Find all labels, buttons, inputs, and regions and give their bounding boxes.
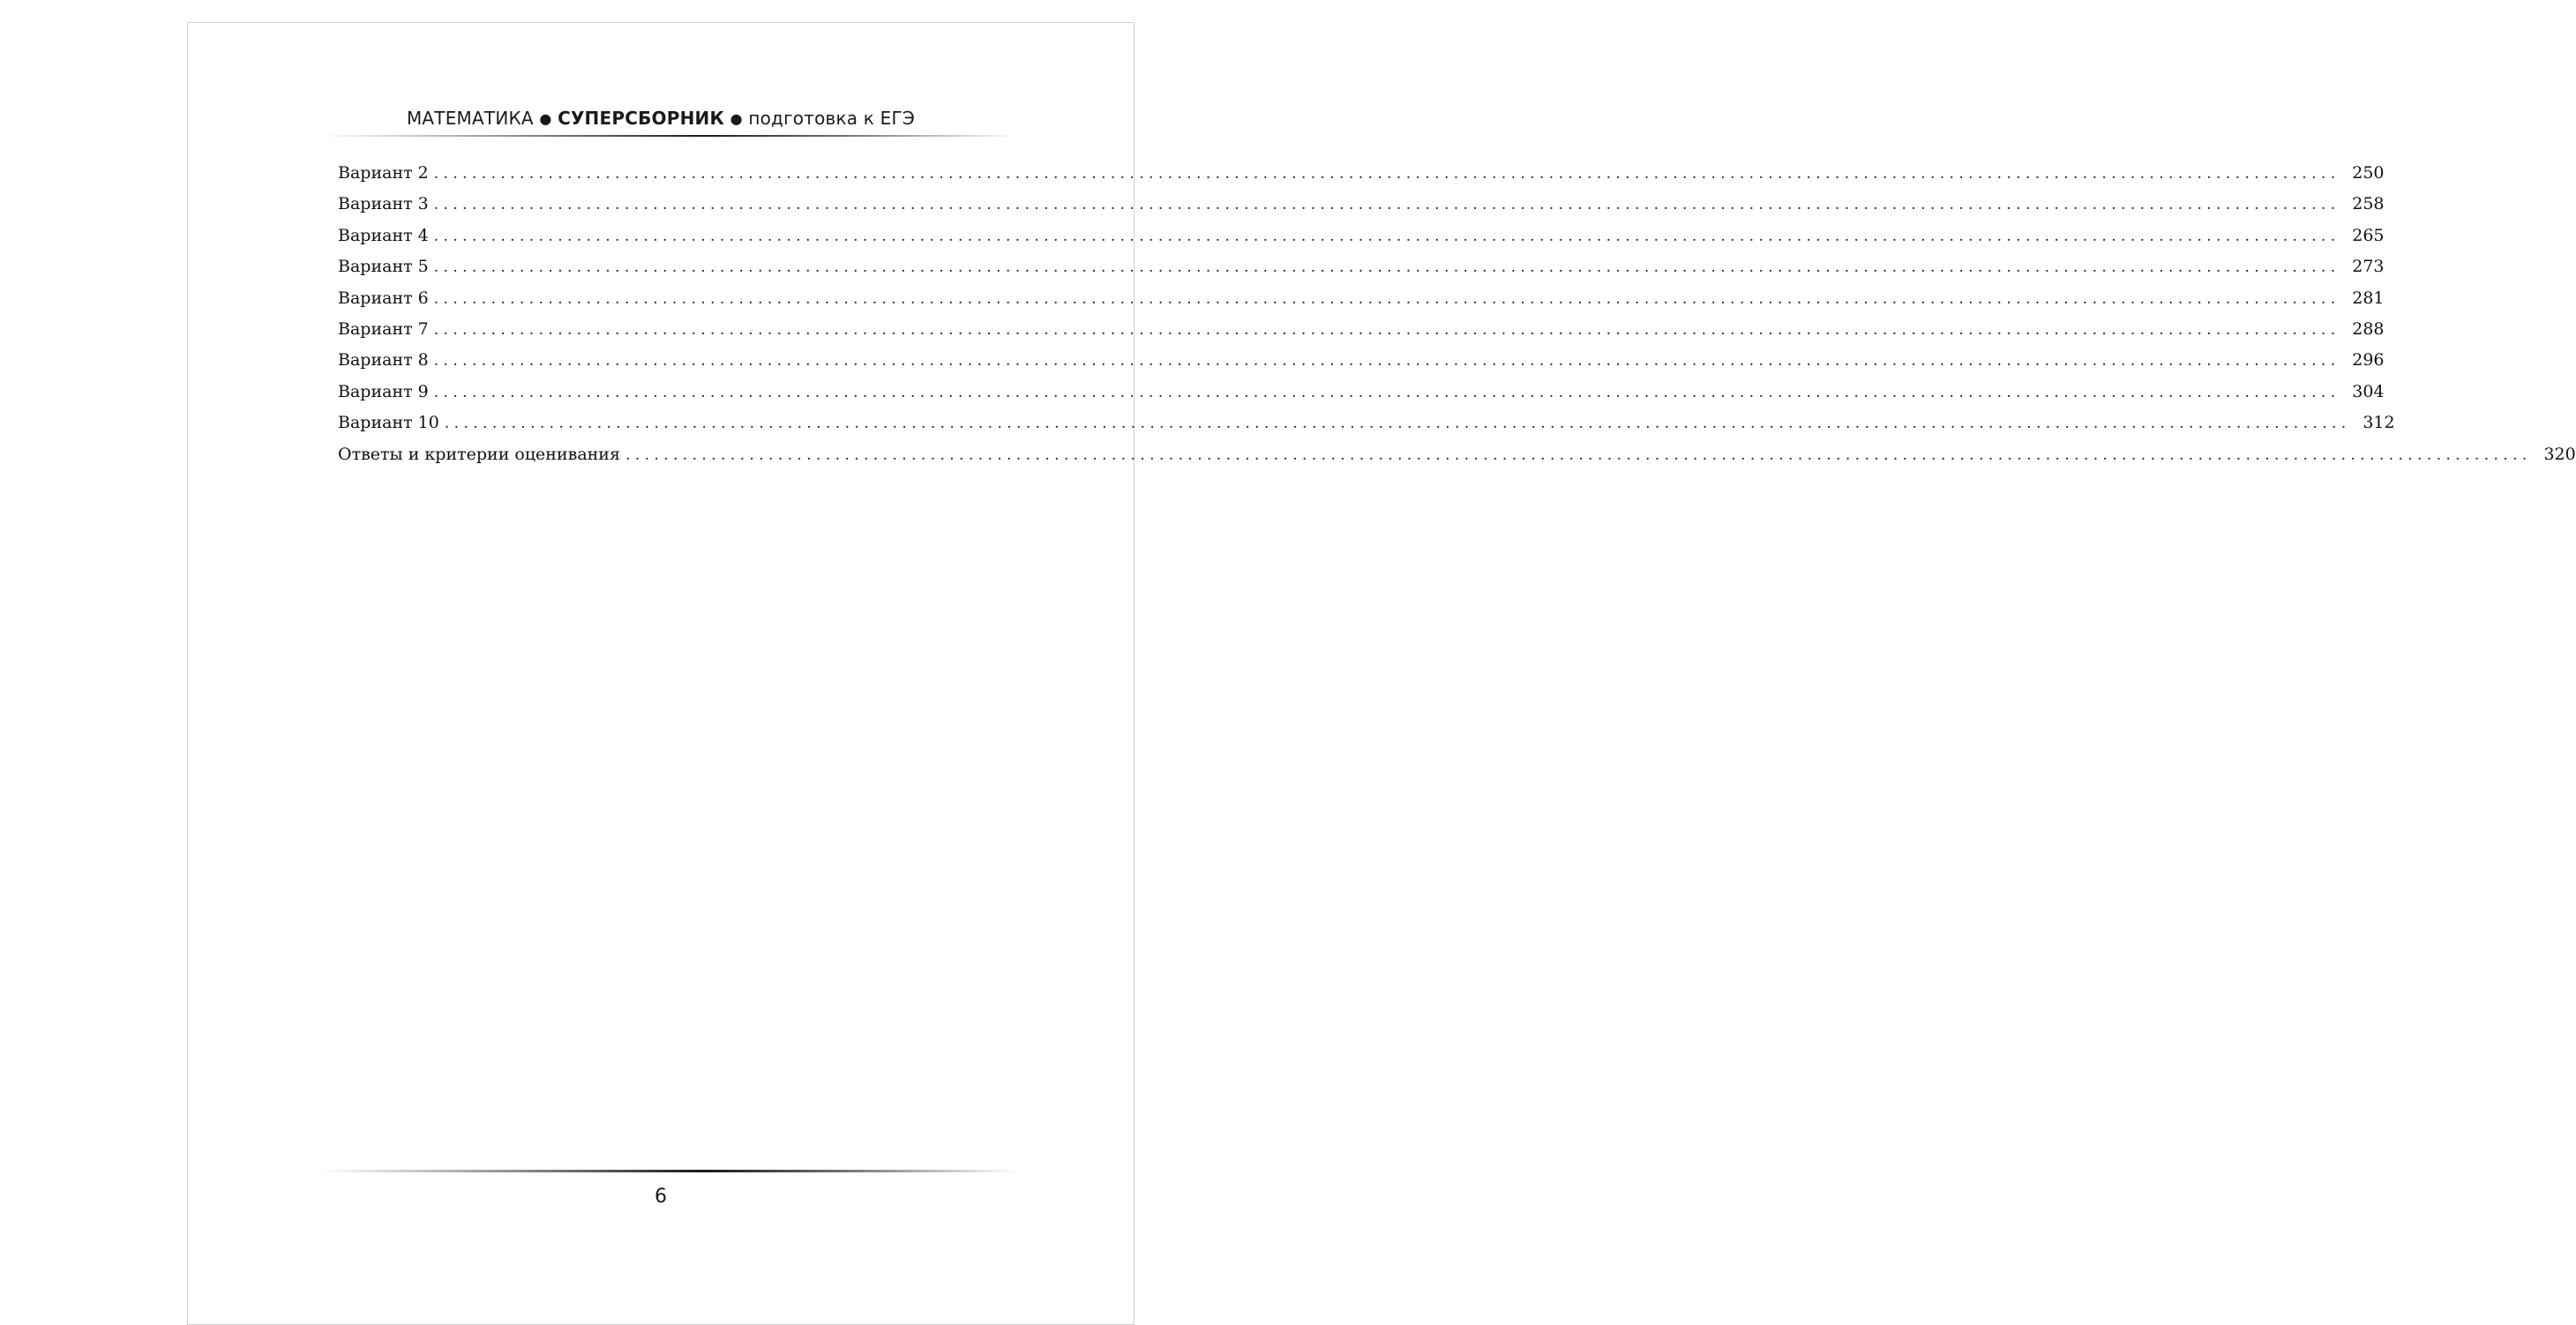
toc-entry-title: Вариант 6: [338, 288, 429, 308]
page-number: 6: [655, 1186, 667, 1208]
toc-entry-page: 312: [2363, 413, 2395, 433]
toc-entry-title: Вариант 7: [338, 318, 429, 339]
toc-entry[interactable]: [338, 413, 2395, 444]
toc-entry[interactable]: [338, 318, 2385, 350]
toc-entry-page: 273: [2352, 257, 2385, 277]
toc-entry-title: Вариант 2: [338, 163, 429, 183]
toc-entry-title: Вариант 4: [338, 225, 429, 245]
toc-leader-dots: ........................................................................................................................................................................................................: [433, 289, 2340, 308]
table-of-contents: [338, 163, 2576, 475]
toc-entry-title: Вариант 8: [338, 350, 429, 371]
toc-entry-page: 258: [2352, 194, 2385, 214]
toc-entry-title: Вариант 9: [338, 381, 429, 401]
header-subtitle: подготовка к ЕГЭ: [748, 108, 916, 129]
toc-entry[interactable]: [338, 194, 2385, 225]
toc-entry-page: 265: [2352, 225, 2385, 245]
header-separator-2: ●: [730, 110, 743, 127]
toc-entry[interactable]: [338, 444, 2576, 475]
toc-leader-dots: ........................................................................................................................................................................................................: [433, 196, 2340, 214]
toc-entry[interactable]: [338, 350, 2385, 381]
toc-entry-page: 304: [2352, 381, 2385, 401]
toc-leader-dots: ........................................................................................................................................................................................................: [625, 445, 2532, 464]
toc-entry[interactable]: [338, 163, 2385, 194]
toc-entry-title: Ответы и критерии оценивания: [338, 444, 620, 464]
toc-leader-dots: ........................................................................................................................................................................................................: [444, 415, 2351, 433]
toc-entry-page: 281: [2352, 288, 2385, 308]
header-separator-1: ●: [539, 110, 552, 127]
toc-entry-title: Вариант 3: [338, 194, 429, 214]
toc-entry[interactable]: [338, 288, 2385, 319]
toc-entry[interactable]: [338, 225, 2385, 257]
toc-leader-dots: ........................................................................................................................................................................................................: [433, 165, 2340, 183]
toc-entry-page: 250: [2352, 163, 2385, 183]
toc-leader-dots: ........................................................................................................................................................................................................: [433, 258, 2340, 277]
toc-entry-page: 296: [2352, 350, 2385, 371]
toc-entry-title: Вариант 5: [338, 257, 429, 277]
toc-entry[interactable]: [338, 381, 2385, 413]
footer-rule: [320, 1170, 1017, 1172]
book-page: [187, 22, 2576, 1325]
toc-entry-page: 288: [2352, 318, 2385, 339]
toc-entry-title: Вариант 10: [338, 413, 439, 433]
toc-leader-dots: ........................................................................................................................................................................................................: [433, 227, 2340, 245]
header-series: СУПЕРСБОРНИК: [558, 108, 725, 129]
toc-entry-page: 320: [2543, 444, 2576, 464]
toc-leader-dots: ........................................................................................................................................................................................................: [433, 352, 2340, 371]
toc-leader-dots: ........................................................................................................................................................................................................: [433, 383, 2340, 401]
header-rule: [320, 135, 1017, 137]
toc-entry[interactable]: [338, 257, 2385, 288]
header-subject: МАТЕМАТИКА: [406, 108, 534, 129]
running-header: [188, 108, 1134, 129]
toc-leader-dots: ........................................................................................................................................................................................................: [433, 320, 2340, 339]
